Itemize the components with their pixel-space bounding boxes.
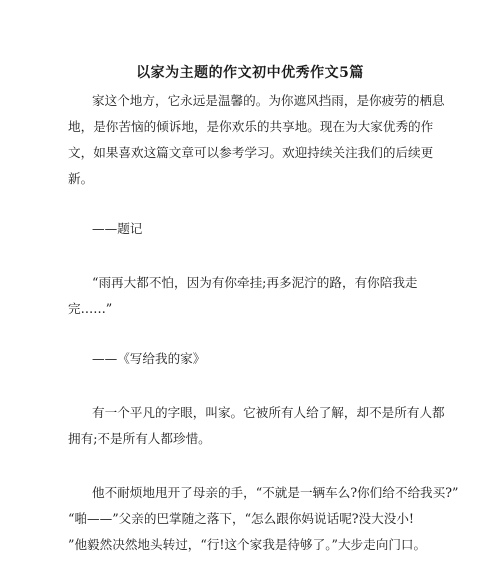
paragraph-line: ”他毅然决然地头转过，“行!这个家我是待够了。”大步走向门口。 [68, 537, 427, 552]
epigraph-paragraph [68, 216, 448, 242]
paragraph-line: 拥有;不是所有人都珍惜。 [68, 431, 211, 446]
paragraph-line: 他不耐烦地甩开了母亲的手，“不就是一辆车么?你们给不给我买?” [92, 485, 459, 500]
intro-line: 家这个地方，它永远是温馨的。为你遮风挡雨，是你疲劳的栖息 [92, 93, 445, 108]
intro-line: 文，如果喜欢这篇文章可以参考学习。欢迎持续关注我们的后续更 [68, 145, 434, 160]
epigraph-label: ——题记 [92, 221, 143, 236]
quote-line: “雨再大都不怕，因为有你牵挂;再多泥泞的路，有你陪我走 [92, 275, 418, 290]
quote-paragraph [68, 270, 448, 322]
quote-line: 完……” [68, 301, 113, 316]
source-label: ——《写给我的家》 [92, 351, 206, 366]
page-title: 以家为主题的作文初中优秀作文5篇 [136, 65, 364, 81]
paragraph-line: “啪——”父亲的巴掌随之落下，“怎么跟你妈说话呢?没大没小! [68, 511, 414, 526]
intro-line: 地，是你苦恼的倾诉地，是你欢乐的共享地。现在为大家优秀的作 [68, 119, 434, 134]
paragraph-line: 有一个平凡的字眼，叫家。它被所有人给了解，却不是所有人都 [92, 405, 445, 420]
body-paragraph-2 [68, 480, 459, 558]
intro-line: 新。 [68, 171, 94, 186]
source-paragraph [68, 346, 448, 372]
intro-paragraph [68, 88, 448, 192]
body-paragraph-1 [68, 400, 448, 452]
